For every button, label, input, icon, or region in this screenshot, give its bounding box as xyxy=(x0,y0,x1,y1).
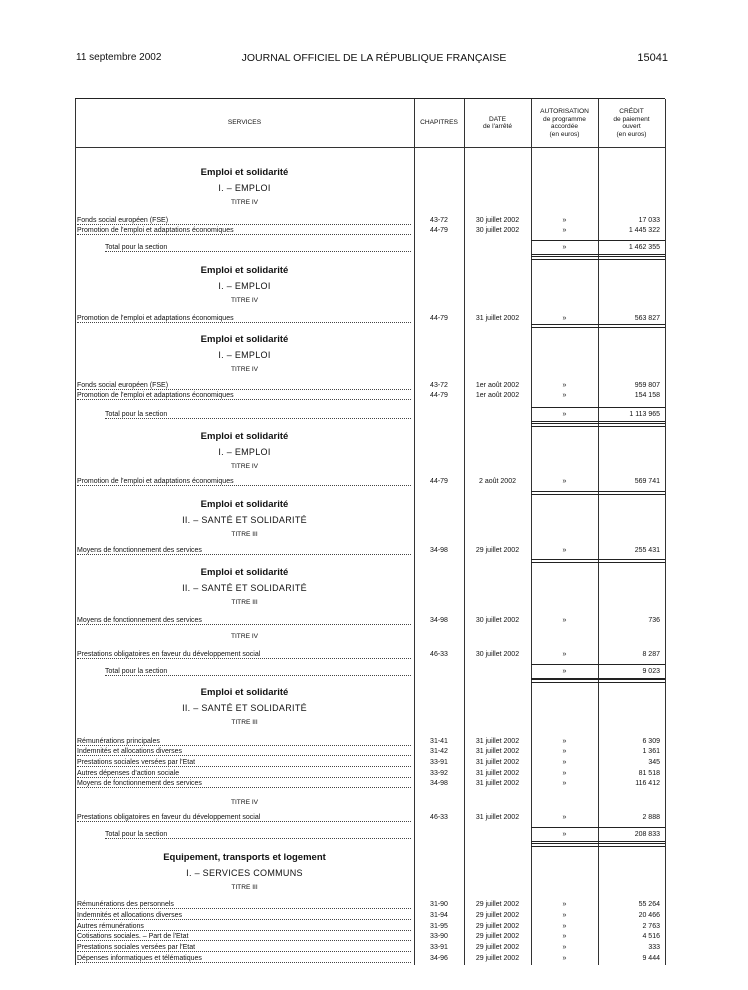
row-autorisation: » xyxy=(562,217,567,224)
row-date: 1er août 2002 xyxy=(475,392,520,399)
table-row xyxy=(75,899,665,910)
row-date: 29 juillet 2002 xyxy=(475,944,520,951)
ministry-name: Emploi et solidarité xyxy=(200,167,289,178)
row-label: Total pour la section xyxy=(105,666,411,676)
journal-title: JOURNAL OFFICIEL DE LA RÉPUBLIQUE FRANÇAISE xyxy=(241,52,507,64)
row-chapitre: 34-96 xyxy=(430,955,448,962)
row-credit: 345 xyxy=(648,759,660,766)
double-rule xyxy=(531,423,665,427)
double-rule xyxy=(531,559,665,563)
row-credit: 563 827 xyxy=(634,315,660,322)
row-credit: 208 833 xyxy=(634,831,660,838)
row-credit: 333 xyxy=(648,944,660,951)
row-credit: 2 888 xyxy=(642,814,660,821)
row-label: Fonds social européen (FSE) xyxy=(77,215,411,225)
row-credit: 116 412 xyxy=(635,780,660,787)
row-autorisation: » xyxy=(562,651,567,658)
row-chapitre: 44-79 xyxy=(430,478,448,485)
row-autorisation: » xyxy=(562,748,567,755)
header-date: 11 septembre 2002 xyxy=(76,52,162,63)
row-credit: 1 462 355 xyxy=(628,244,660,251)
total-row xyxy=(75,829,665,840)
row-credit: 9 023 xyxy=(642,668,660,675)
row-autorisation: » xyxy=(562,382,567,389)
row-label: Total pour la section xyxy=(105,242,411,252)
row-label: Moyens de fonctionnement des services xyxy=(77,778,411,788)
row-autorisation: » xyxy=(562,923,567,930)
titre-label: TITRE IV xyxy=(230,799,259,806)
total-row xyxy=(75,409,665,420)
row-credit: 569 741 xyxy=(634,478,660,485)
double-rule xyxy=(531,491,665,495)
row-autorisation: » xyxy=(562,547,567,554)
row-credit: 4 516 xyxy=(642,933,660,940)
row-credit: 17 033 xyxy=(638,217,660,224)
col-header-autorisation: AUTORISATION de programme accordée (en euros) xyxy=(540,108,589,138)
row-autorisation: » xyxy=(562,831,567,838)
row-credit: 9 444 xyxy=(642,955,660,962)
row-label: Moyens de fonctionnement des services xyxy=(77,615,411,625)
row-autorisation: » xyxy=(562,780,567,787)
row-date: 30 juillet 2002 xyxy=(475,217,520,224)
row-chapitre: 31-42 xyxy=(430,748,448,755)
row-autorisation: » xyxy=(562,814,567,821)
titre-label: TITRE IV xyxy=(230,366,259,373)
section-heading xyxy=(75,265,414,306)
row-chapitre: 31-41 xyxy=(430,738,448,745)
titre-label: TITRE III xyxy=(231,719,258,726)
row-credit: 736 xyxy=(648,617,660,624)
ministry-name: Emploi et solidarité xyxy=(200,687,289,698)
row-autorisation: » xyxy=(562,933,567,940)
row-chapitre: 43-72 xyxy=(430,217,448,224)
table-row xyxy=(75,476,665,487)
row-chapitre: 43-72 xyxy=(430,382,448,389)
section-heading xyxy=(75,499,414,540)
col-header-date: DATE de l'arrêté xyxy=(482,115,513,130)
row-label: Dépenses informatiques et télématiques xyxy=(77,953,411,963)
row-label: Total pour la section xyxy=(105,409,411,419)
row-date: 31 juillet 2002 xyxy=(475,315,520,322)
row-date: 1er août 2002 xyxy=(475,382,520,389)
row-credit: 81 518 xyxy=(638,770,660,777)
row-date: 31 juillet 2002 xyxy=(475,814,520,821)
col-header-services: SERVICES xyxy=(227,119,262,127)
row-chapitre: 33-92 xyxy=(430,770,448,777)
row-autorisation: » xyxy=(562,668,567,675)
titre-label: TITRE IV xyxy=(230,463,259,470)
col-header-chapitres: CHAPITRES xyxy=(420,119,458,127)
row-chapitre: 33-91 xyxy=(430,759,448,766)
table-row xyxy=(75,313,665,324)
row-date: 30 juillet 2002 xyxy=(475,651,520,658)
row-chapitre: 44-79 xyxy=(430,227,448,234)
row-autorisation: » xyxy=(562,244,567,251)
section-heading xyxy=(75,334,414,375)
ministry-name: Emploi et solidarité xyxy=(200,431,289,442)
row-chapitre: 31-90 xyxy=(430,901,448,908)
section-subtitle: I. – EMPLOI xyxy=(218,350,271,360)
row-credit: 1 445 322 xyxy=(628,227,660,234)
section-subtitle: I. – EMPLOI xyxy=(218,183,271,193)
row-date: 31 juillet 2002 xyxy=(475,748,520,755)
table-row xyxy=(75,746,665,757)
titre-label: TITRE III xyxy=(231,884,258,891)
double-rule xyxy=(531,256,665,260)
row-credit: 55 264 xyxy=(638,901,660,908)
titre-label: TITRE III xyxy=(231,599,258,606)
row-credit: 1 113 965 xyxy=(629,411,660,418)
double-rule xyxy=(531,679,665,683)
row-date: 31 juillet 2002 xyxy=(475,780,520,787)
row-label: Prestations obligatoires en faveur du développement social xyxy=(77,812,411,822)
row-date: 31 juillet 2002 xyxy=(475,770,520,777)
row-chapitre: 34-98 xyxy=(430,617,448,624)
row-chapitre: 34-98 xyxy=(430,780,448,787)
row-credit: 255 431 xyxy=(634,547,660,554)
row-credit: 6 309 xyxy=(642,738,660,745)
row-date: 29 juillet 2002 xyxy=(475,923,520,930)
double-rule xyxy=(531,843,665,847)
row-date: 29 juillet 2002 xyxy=(475,901,520,908)
header-separator xyxy=(75,147,665,148)
table-row xyxy=(75,757,665,768)
titre-label: TITRE IV xyxy=(230,199,259,206)
titre-label: TITRE III xyxy=(231,531,258,538)
row-date: 30 juillet 2002 xyxy=(475,227,520,234)
row-credit: 154 158 xyxy=(634,392,660,399)
ministry-name: Emploi et solidarité xyxy=(200,499,289,510)
row-label: Indemnités et allocations diverses xyxy=(77,910,411,920)
row-label: Rémunérations des personnels xyxy=(77,899,411,909)
row-credit: 2 763 xyxy=(642,923,660,930)
row-label: Promotion de l'emploi et adaptations économiques xyxy=(77,476,411,486)
ministry-name: Emploi et solidarité xyxy=(200,265,289,276)
section-heading xyxy=(75,852,414,893)
total-row xyxy=(75,666,665,677)
row-label: Moyens de fonctionnement des services xyxy=(77,545,411,555)
row-label: Promotion de l'emploi et adaptations économiques xyxy=(77,390,411,400)
section-heading xyxy=(75,167,414,208)
table-row xyxy=(75,953,665,964)
ministry-name: Emploi et solidarité xyxy=(200,567,289,578)
row-autorisation: » xyxy=(562,912,567,919)
row-credit: 1 361 xyxy=(642,748,660,755)
row-label: Prestations obligatoires en faveur du développement social xyxy=(77,649,411,659)
row-autorisation: » xyxy=(562,770,567,777)
row-credit: 959 807 xyxy=(634,382,660,389)
table-row xyxy=(75,942,665,953)
row-chapitre: 34-98 xyxy=(430,547,448,554)
appropriations-table xyxy=(75,98,665,965)
table-row xyxy=(75,778,665,789)
section-heading xyxy=(75,567,414,608)
row-chapitre: 46-33 xyxy=(430,651,448,658)
section-heading xyxy=(75,687,414,728)
row-autorisation: » xyxy=(562,738,567,745)
row-autorisation: » xyxy=(562,478,567,485)
titre-label: TITRE IV xyxy=(230,633,259,640)
section-subtitle: II. – SANTÉ ET SOLIDARITÉ xyxy=(182,515,307,525)
row-chapitre: 31-94 xyxy=(430,912,448,919)
row-label: Rémunérations principales xyxy=(77,736,411,746)
row-credit: 20 466 xyxy=(638,912,660,919)
section-subtitle: I. – SERVICES COMMUNS xyxy=(186,868,303,878)
page-number: 15041 xyxy=(637,52,668,64)
row-date: 29 juillet 2002 xyxy=(475,547,520,554)
row-label: Cotisations sociales. – Part de l'Etat xyxy=(77,931,411,941)
row-date: 29 juillet 2002 xyxy=(475,955,520,962)
row-date: 29 juillet 2002 xyxy=(475,933,520,940)
row-autorisation: » xyxy=(562,227,567,234)
ministry-name: Equipement, transports et logement xyxy=(163,852,326,863)
row-label: Promotion de l'emploi et adaptations économiques xyxy=(77,313,411,323)
table-row xyxy=(75,390,665,401)
table-row xyxy=(75,545,665,556)
row-chapitre: 44-79 xyxy=(430,315,448,322)
row-label: Autres dépenses d'action sociale xyxy=(77,768,411,778)
row-date: 2 août 2002 xyxy=(479,478,516,485)
table-row xyxy=(75,615,665,626)
section-heading xyxy=(75,431,414,472)
row-chapitre: 33-90 xyxy=(430,933,448,940)
double-rule xyxy=(531,324,665,328)
table-row xyxy=(75,649,665,660)
section-subtitle: I. – EMPLOI xyxy=(218,281,271,291)
row-credit: 8 287 xyxy=(642,651,660,658)
table-row xyxy=(75,225,665,236)
row-autorisation: » xyxy=(562,392,567,399)
row-date: 29 juillet 2002 xyxy=(475,912,520,919)
row-date: 31 juillet 2002 xyxy=(475,759,520,766)
total-row xyxy=(75,242,665,253)
row-date: 31 juillet 2002 xyxy=(475,738,520,745)
row-chapitre: 46-33 xyxy=(430,814,448,821)
titre-label: TITRE IV xyxy=(230,297,259,304)
row-label: Promotion de l'emploi et adaptations économiques xyxy=(77,225,411,235)
row-label: Autres rémunérations xyxy=(77,921,411,931)
section-subtitle: I. – EMPLOI xyxy=(218,447,271,457)
ministry-name: Emploi et solidarité xyxy=(200,334,289,345)
row-autorisation: » xyxy=(562,901,567,908)
row-chapitre: 33-91 xyxy=(430,944,448,951)
section-subtitle: II. – SANTÉ ET SOLIDARITÉ xyxy=(182,583,307,593)
table-row xyxy=(75,910,665,921)
row-label: Total pour la section xyxy=(105,829,411,839)
row-autorisation: » xyxy=(562,315,567,322)
row-label: Fonds social européen (FSE) xyxy=(77,380,411,390)
row-autorisation: » xyxy=(562,759,567,766)
table-border-right xyxy=(665,99,666,965)
table-row xyxy=(75,931,665,942)
row-date: 30 juillet 2002 xyxy=(475,617,520,624)
row-autorisation: » xyxy=(562,944,567,951)
row-chapitre: 31-95 xyxy=(430,923,448,930)
row-label: Prestations sociales versées par l'Etat xyxy=(77,757,411,767)
col-header-credit: CRÉDIT de paiement ouvert (en euros) xyxy=(613,108,650,138)
row-label: Prestations sociales versées par l'Etat xyxy=(77,942,411,952)
table-row xyxy=(75,812,665,823)
row-chapitre: 44-79 xyxy=(430,392,448,399)
row-autorisation: » xyxy=(562,411,567,418)
row-label: Indemnités et allocations diverses xyxy=(77,746,411,756)
row-autorisation: » xyxy=(562,955,567,962)
row-autorisation: » xyxy=(562,617,567,624)
section-subtitle: II. – SANTÉ ET SOLIDARITÉ xyxy=(182,703,307,713)
